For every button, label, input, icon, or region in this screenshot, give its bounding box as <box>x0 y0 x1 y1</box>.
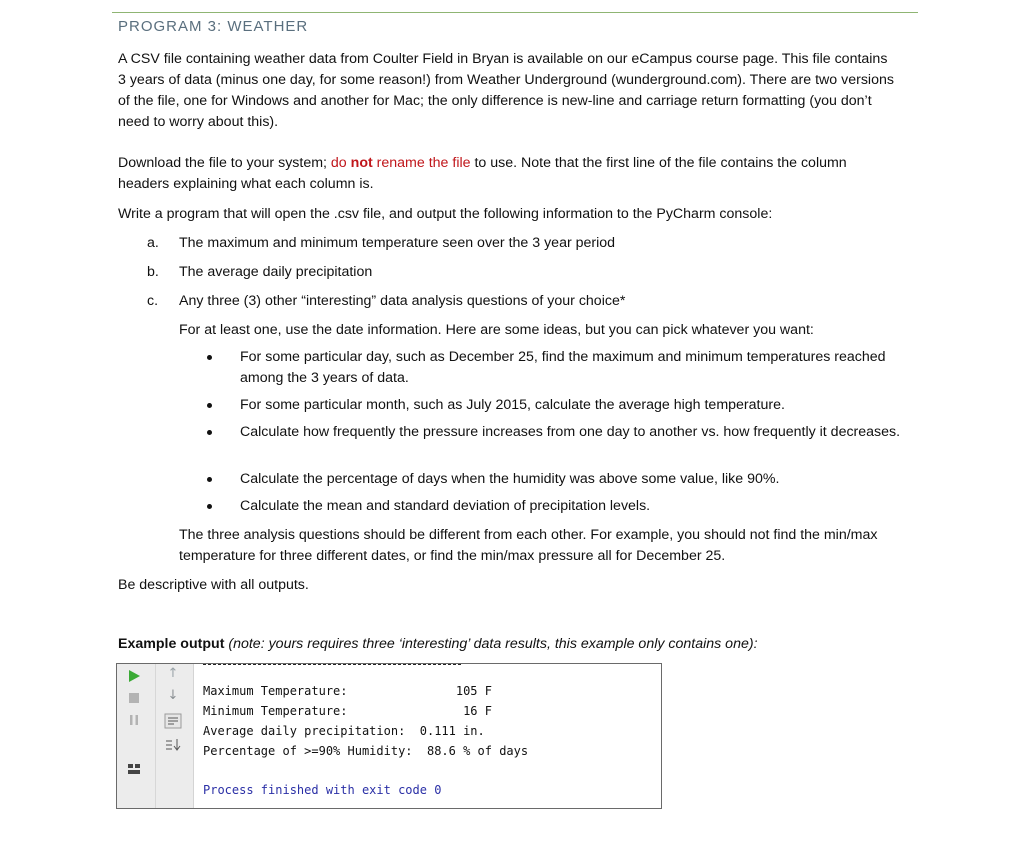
download-after-text: to use. Note that the first line of the file contains the column headers explaining what each column is. <box>118 155 847 192</box>
process-exit-line: Process finished with exit code 0 <box>203 783 442 797</box>
console-line: Maximum Temperature: 105 F <box>203 684 492 698</box>
console-panel <box>116 663 662 809</box>
page-title: PROGRAM 3: WEATHER <box>118 18 309 35</box>
bullet-dot <box>207 430 212 435</box>
down-arrow-icon[interactable]: ↓ <box>167 688 179 703</box>
bullet-dot <box>207 477 212 482</box>
three-analysis-paragraph: The three analysis questions should be different from each other. For example, you should not find the min/max temperature for three different dates, or find the min/max pressure all for December 25. <box>179 527 878 564</box>
bullet-dot <box>207 355 212 360</box>
download-paragraph <box>118 153 898 195</box>
up-arrow-icon[interactable]: ↑ <box>167 666 179 681</box>
ideas-intro: For at least one, use the date information. Here are some ideas, but you can pick whatever you want: <box>179 322 814 338</box>
item-c-mark: c. <box>147 293 159 309</box>
soft-wrap-icon[interactable] <box>164 713 182 729</box>
item-a-text: The maximum and minimum temperature seen over the 3 year period <box>179 235 616 251</box>
example-note: (note: yours requires three ‘interesting’ data results, this example only contains one): <box>224 636 758 652</box>
rename-text: rename the file <box>372 155 471 171</box>
run-icon[interactable] <box>125 669 143 683</box>
stop-icon[interactable] <box>125 691 143 705</box>
console-separator <box>203 664 461 665</box>
bullet-item: Calculate the mean and standard deviation of precipitation levels. <box>240 498 651 514</box>
console-line: Percentage of >=90% Humidity: 88.6 % of days <box>203 744 529 758</box>
example-heading <box>118 634 898 655</box>
bullet-item: Calculate the percentage of days when the humidity was above some value, like 90%. <box>240 471 780 487</box>
scroll-to-end-icon[interactable] <box>164 737 182 753</box>
example-label: Example output <box>118 636 225 652</box>
console-line: Average daily precipitation: 0.111 in. <box>203 724 485 738</box>
do-text: do <box>330 155 351 171</box>
item-b-text: The average daily precipitation <box>179 264 373 280</box>
top-rule <box>112 12 918 13</box>
console-line: Minimum Temperature: 16 F <box>203 704 492 718</box>
not-text: not <box>350 155 373 171</box>
bullet-dot <box>207 504 212 509</box>
pause-icon[interactable] <box>125 713 143 727</box>
bullet-item: Calculate how frequently the pressure increases from one day to another vs. how frequently it decreases. <box>240 424 901 440</box>
intro-paragraph: A CSV file containing weather data from Coulter Field in Bryan is available on our eCampus course page. This file contains 3 years of data (minus one day, for some reason!) from Weather Underground (wunderground.com). There are two versions of the file, one for Windows and another for Mac; the only difference is new-line and carriage return formatting (you don’t need to worry about this). <box>118 51 894 130</box>
item-b-mark: b. <box>147 264 159 280</box>
descriptive-paragraph: Be descriptive with all outputs. <box>118 577 309 593</box>
bullet-dot <box>207 403 212 408</box>
download-text: Download the file to your system; <box>118 155 331 171</box>
item-c-text: Any three (3) other “interesting” data analysis questions of your choice* <box>179 293 626 309</box>
write-paragraph: Write a program that will open the .csv file, and output the following information to the PyCharm console: <box>118 206 773 222</box>
item-a-mark: a. <box>147 235 159 251</box>
bullet-item: For some particular day, such as December 25, find the maximum and minimum temperatures reached among the 3 years of data. <box>240 349 886 386</box>
bullet-item: For some particular month, such as July 2015, calculate the average high temperature. <box>240 397 785 413</box>
layout-icon[interactable] <box>125 761 143 777</box>
